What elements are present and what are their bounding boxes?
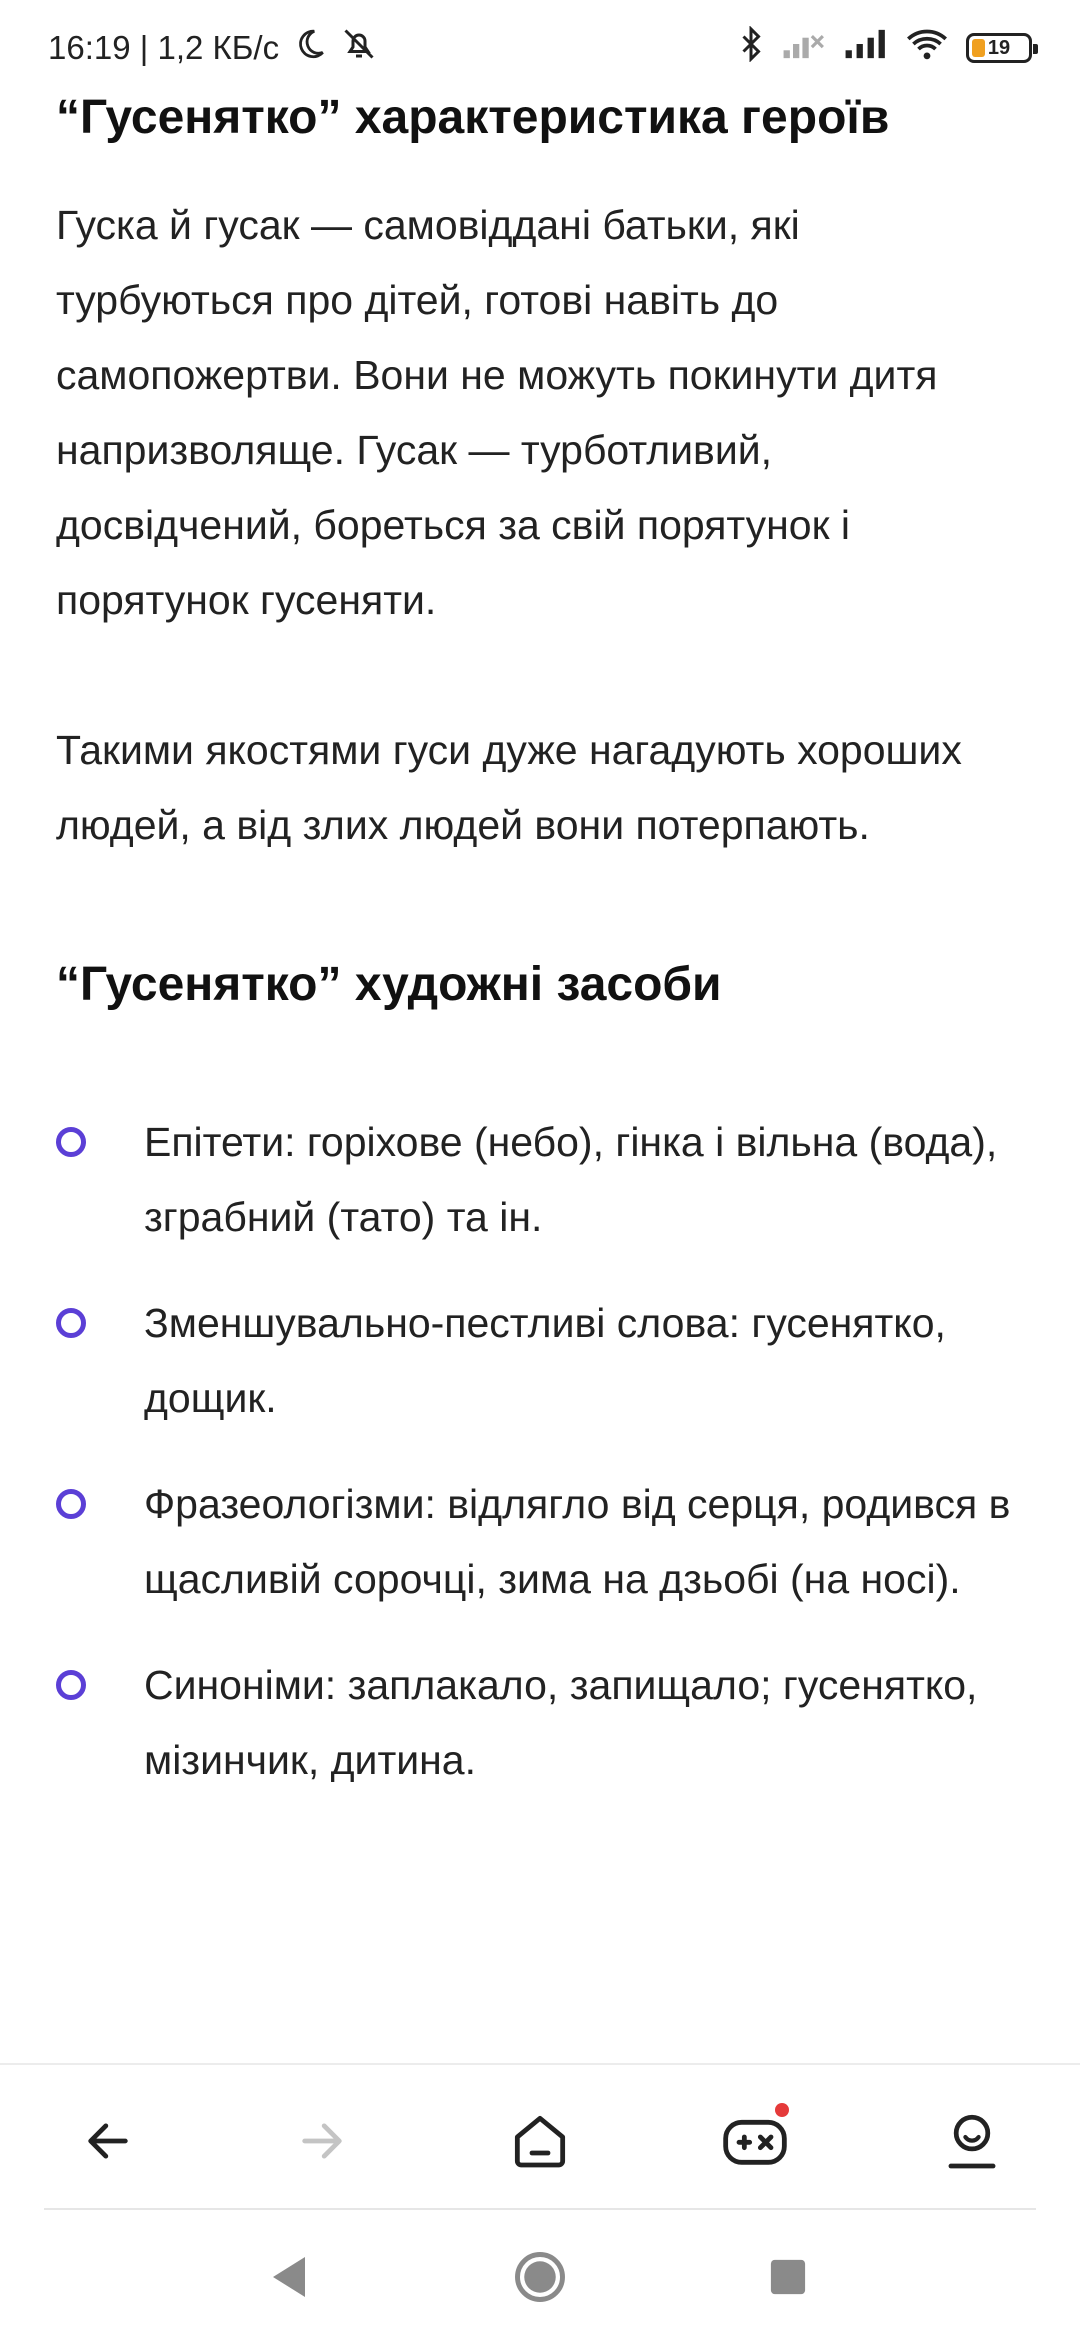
bullet-icon [56, 1489, 86, 1519]
article [56, 70, 1026, 1829]
paragraph-comparison: Такими якостями гуси дуже нагадують хороших людей, а від злих людей вони потерпають. [56, 727, 962, 848]
signal-icon [844, 28, 888, 68]
nav-home-icon[interactable] [505, 2242, 575, 2312]
list-item-text: Епітети: горіхове (небо), гінка і вільна (вода), зграбний (тато) та ін. [144, 1119, 998, 1240]
status-right [738, 26, 1032, 70]
nav-back-icon[interactable] [254, 2242, 324, 2312]
battery-level: 19 [987, 36, 1011, 59]
back-arrow-icon[interactable] [68, 2101, 148, 2181]
list-item [56, 1286, 1026, 1436]
wifi-icon [906, 27, 948, 69]
paragraph-heroes: Гуска й гусак — самовіддані батьки, які турбуються про дітей, готові навіть до самопожертви. Вони не можуть покинути дитя напризволяще. Гусак — турботливий, досвідчений, бореться за свій порятунок і порятунок гусеняти. [56, 202, 938, 623]
list-item-text: Зменшувально-пестливі слова: гусенятко, дощик. [144, 1300, 946, 1421]
bell-off-icon [341, 26, 377, 70]
list-item-text: Синоніми: заплакало, запищало; гусенятко, мізинчик, дитина. [144, 1662, 978, 1783]
games-icon[interactable] [715, 2101, 795, 2181]
list-item [56, 1648, 1026, 1798]
nav-recents-icon[interactable] [753, 2242, 823, 2312]
status-time: 16:19 | 1,2 КБ/с [48, 29, 280, 66]
forward-arrow-icon[interactable] [282, 2101, 362, 2181]
devices-list [56, 1105, 1026, 1798]
signal-weak-icon [782, 28, 826, 68]
moon-icon [293, 27, 327, 69]
article-subheading: “Гусенятко” художні засоби [56, 958, 722, 1011]
status-left [48, 26, 377, 70]
article-heading: “Гусенятко” характеристика героїв [56, 91, 890, 144]
list-item [56, 1467, 1026, 1617]
notification-dot [775, 2103, 789, 2117]
bullet-icon [56, 1127, 86, 1157]
list-item [56, 1105, 1026, 1255]
bullet-icon [56, 1308, 86, 1338]
list-item-text: Фразеологізми: відлягло від серця, родився в щасливій сорочці, зима на дзьобі (на носі). [144, 1481, 1011, 1602]
battery-icon [966, 33, 1032, 63]
browser-toolbar [0, 2063, 1080, 2210]
bullet-icon [56, 1670, 86, 1700]
system-nav-bar [0, 2210, 1080, 2340]
bluetooth-icon [738, 26, 764, 70]
home-icon[interactable] [500, 2101, 580, 2181]
profile-icon[interactable] [932, 2101, 1012, 2181]
